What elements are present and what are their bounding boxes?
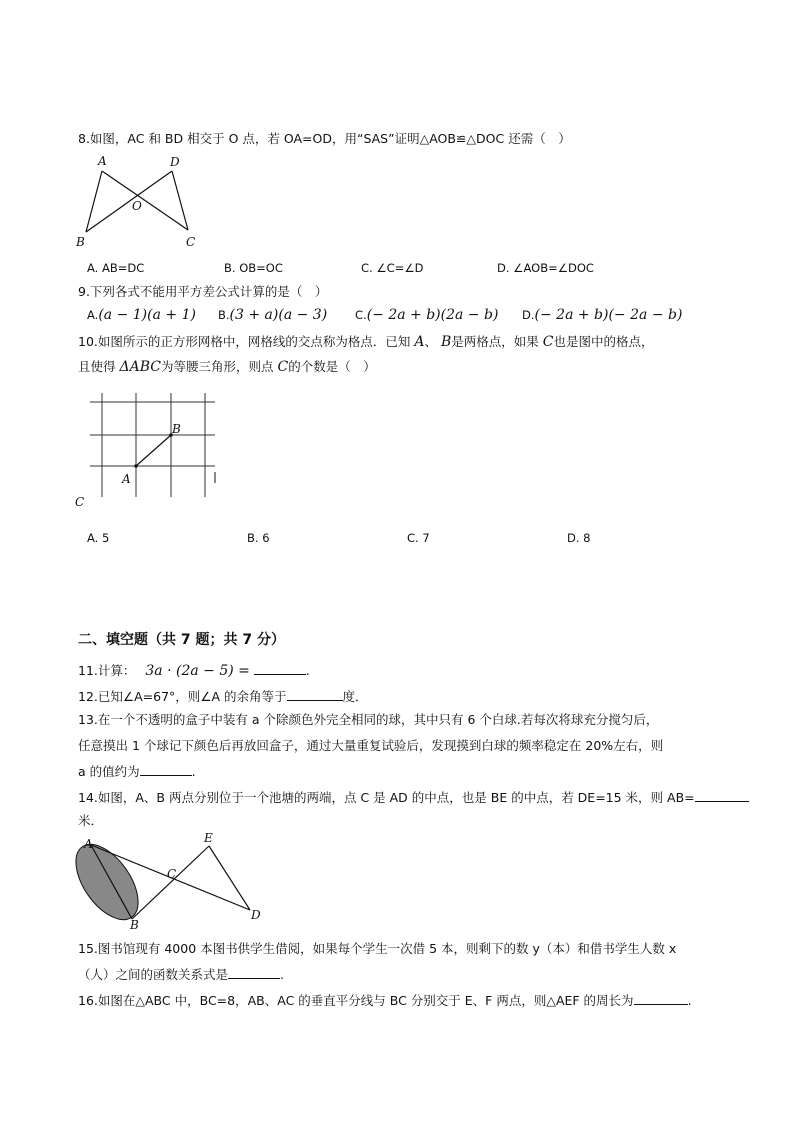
q10-option-c[interactable]: C. 7 <box>407 531 430 545</box>
q10-option-a[interactable]: A. 5 <box>87 531 110 545</box>
q10-line1-c: C <box>542 334 554 350</box>
q10-line2-c: C <box>277 359 289 375</box>
q14-line1 <box>78 789 749 806</box>
q8-option-b[interactable]: B. OB=OC <box>224 261 283 275</box>
q8-label-b: B <box>76 235 85 249</box>
q8-option-a[interactable]: A. AB=DC <box>87 261 145 275</box>
q9-option-c-letter: C. <box>355 308 367 322</box>
q10-line1-pre: 10.如图所示的正方形网格中，网格线的交点称为格点．已知 <box>78 334 411 349</box>
q11 <box>78 662 310 679</box>
q13-line3 <box>78 763 196 780</box>
q12-answer-blank[interactable] <box>287 688 343 701</box>
q8-figure <box>72 152 212 252</box>
q14-label-d: D <box>251 908 261 922</box>
q10-line1-mid: 、 <box>424 334 438 349</box>
q13-line3-pre: a 的值约为 <box>78 764 140 779</box>
q14-label-e: E <box>204 831 213 845</box>
q16-post: . <box>687 993 692 1008</box>
q13-line2: 任意摸出 1 个球记下颜色后再放回盒子，通过大量重复试验后，发现摸到白球的频率稳定在 20%左右，则 <box>78 738 664 753</box>
q9-option-c-expr: (− 2a + b)(2a − b) <box>366 307 499 323</box>
q10-label-c: C <box>75 495 85 509</box>
q11-expression: 3a · (2a − 5) = <box>145 663 250 679</box>
q9-option-d-letter: D. <box>522 308 535 322</box>
q13-line1: 13.在一个不透明的盒子中装有 a 个除颜色外完全相同的球，其中只有 6 个白球.若每次将球充分搅匀后， <box>78 712 659 727</box>
q10-line2-post: 的个数是（ ） <box>288 359 376 374</box>
q16-answer-blank[interactable] <box>634 992 688 1005</box>
q13-answer-blank[interactable] <box>140 763 192 776</box>
q10-label-a: A <box>122 472 131 486</box>
q9-text: 9.下列各式不能用平方差公式计算的是（ ） <box>78 284 328 299</box>
q9-option-d[interactable] <box>522 308 682 322</box>
q15-answer-blank[interactable] <box>228 966 280 979</box>
q11-post: . <box>305 663 310 678</box>
q10-line1 <box>78 334 654 350</box>
q10-line1-a: A <box>414 334 425 350</box>
q10-line1-b: B <box>441 334 452 350</box>
q14-line2: 米． <box>78 813 104 828</box>
q10-line2 <box>78 359 376 375</box>
q12-post: 度． <box>342 689 368 704</box>
q14-figure <box>72 830 272 930</box>
q8-label-a: A <box>98 154 107 168</box>
q9-option-d-expr: (− 2a + b)(− 2a − b) <box>534 307 683 323</box>
q9-option-a[interactable] <box>87 308 196 322</box>
q10-line2-triangle: ΔABC <box>119 359 161 375</box>
q14-answer-blank[interactable] <box>695 789 749 802</box>
q9-option-b[interactable] <box>218 308 327 322</box>
q10-line1-post: 也是图中的格点， <box>553 334 654 349</box>
q10-line2-pre: 且使得 <box>78 359 116 374</box>
q14-label-b: B <box>130 918 139 930</box>
q10-grid-figure <box>72 387 222 512</box>
q10-line1-mid2: 是两格点，如果 <box>451 334 539 349</box>
q16 <box>78 992 692 1009</box>
q14-line1-text: 14.如图，A、B 两点分别位于一个池塘的两端，点 C 是 AD 的中点，也是 BE 的中点，若 DE=15 米，则 AB= <box>78 790 695 805</box>
q12-pre: 12.已知∠A=67°，则∠A 的余角等于 <box>78 689 287 704</box>
q8-text: 8.如图，AC 和 BD 相交于 O 点，若 OA=OD，用“SAS”证明△AOB≌△DOC 还需（ ） <box>78 131 571 146</box>
q9-option-a-letter: A. <box>87 308 99 322</box>
q10-option-d[interactable]: D. 8 <box>567 531 591 545</box>
q12 <box>78 688 368 705</box>
q13-line3-post: . <box>191 764 196 779</box>
q15-line2 <box>78 966 284 983</box>
q9-option-a-expr: (a − 1)(a + 1) <box>98 307 196 323</box>
section-2-title: 二、填空题（共 7 题；共 7 分） <box>78 632 285 648</box>
q10-line2-mid: 为等腰三角形，则点 <box>160 359 274 374</box>
q15-line1: 15.图书馆现有 4000 本图书供学生借阅，如果每个学生一次借 5 本，则剩下的数 y（本）和借书学生人数 x <box>78 941 677 956</box>
q14-label-c: C <box>167 867 177 881</box>
q9-option-b-letter: B. <box>218 308 230 322</box>
q15-line2-pre: （人）之间的函数关系式是 <box>78 967 229 982</box>
q16-pre: 16.如图在△ABC 中，BC=8，AB、AC 的垂直平分线与 BC 分别交于 E、F 两点，则△AEF 的周长为 <box>78 993 634 1008</box>
q11-answer-blank[interactable] <box>254 662 306 675</box>
q14-label-a: A <box>84 837 93 851</box>
q8-option-c[interactable]: C. ∠C=∠D <box>361 261 424 275</box>
q9-option-b-expr: (3 + a)(a − 3) <box>229 307 328 323</box>
q8-label-c: C <box>186 235 196 249</box>
q10-label-b: B <box>172 422 181 436</box>
q8-label-o: O <box>132 199 142 213</box>
q8-label-d: D <box>170 155 180 169</box>
q8-option-d[interactable]: D. ∠AOB=∠DOC <box>497 261 594 275</box>
q11-pre: 11.计算： <box>78 663 136 678</box>
q9-option-c[interactable] <box>355 308 498 322</box>
q15-line2-post: . <box>280 967 284 982</box>
q10-option-b[interactable]: B. 6 <box>247 531 270 545</box>
